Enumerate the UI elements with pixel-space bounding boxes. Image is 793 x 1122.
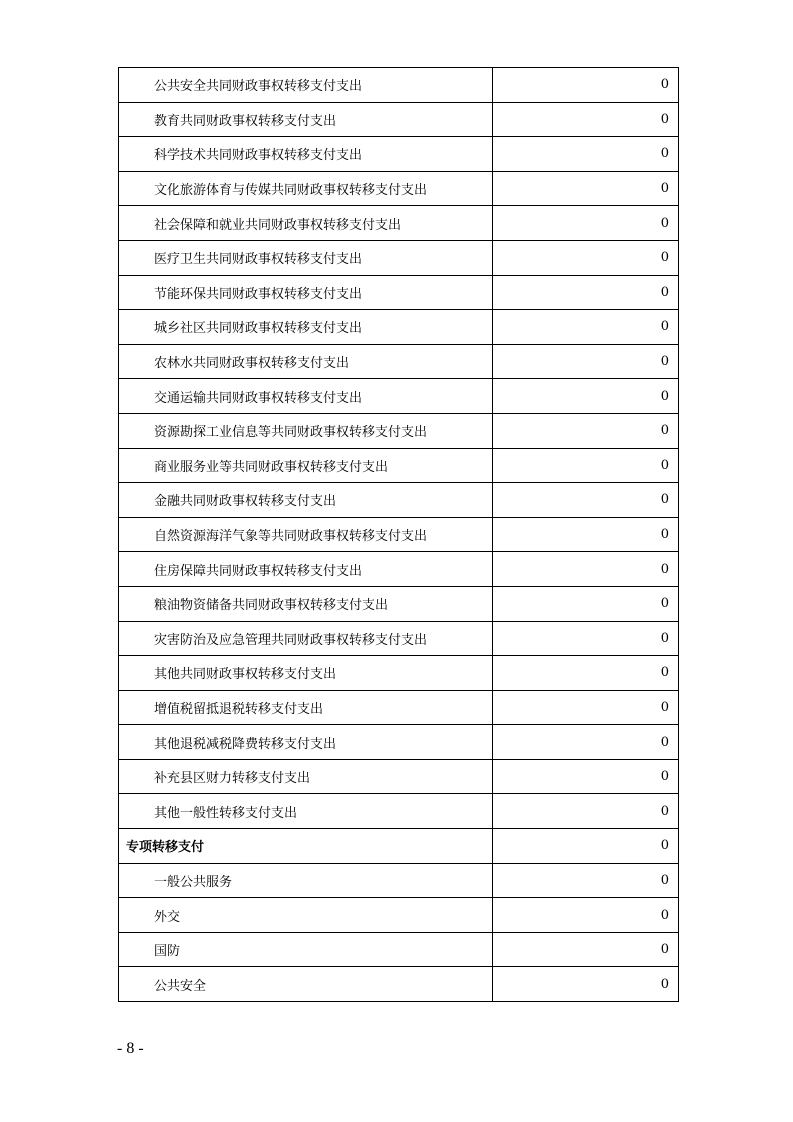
row-value: 0 (492, 898, 678, 933)
row-name: 教育共同财政事权转移支付支出 (119, 102, 493, 137)
table-row (119, 759, 679, 794)
row-value: 0 (492, 206, 678, 241)
row-value: 0 (492, 759, 678, 794)
row-value: 0 (492, 102, 678, 137)
row-value: 0 (492, 137, 678, 172)
row-name: 文化旅游体育与传媒共同财政事权转移支付支出 (119, 171, 493, 206)
row-value: 0 (492, 863, 678, 898)
row-value: 0 (492, 656, 678, 691)
table-row (119, 275, 679, 310)
row-value: 0 (492, 68, 678, 103)
row-name: 补充县区财力转移支付支出 (119, 759, 493, 794)
row-name: 一般公共服务 (119, 863, 493, 898)
row-name: 自然资源海洋气象等共同财政事权转移支付支出 (119, 517, 493, 552)
row-value: 0 (492, 517, 678, 552)
table-row (119, 310, 679, 345)
row-name: 灾害防治及应急管理共同财政事权转移支付支出 (119, 621, 493, 656)
row-name: 农林水共同财政事权转移支付支出 (119, 344, 493, 379)
row-value: 0 (492, 171, 678, 206)
table-row (119, 413, 679, 448)
row-value: 0 (492, 275, 678, 310)
row-name: 粮油物资储备共同财政事权转移支付支出 (119, 586, 493, 621)
table-row (119, 206, 679, 241)
table-row (119, 621, 679, 656)
row-value: 0 (492, 967, 678, 1002)
row-value: 0 (492, 829, 678, 864)
table-row (119, 344, 679, 379)
row-name: 公共安全 (119, 967, 493, 1002)
row-value: 0 (492, 379, 678, 414)
table-row (119, 102, 679, 137)
row-name: 科学技术共同财政事权转移支付支出 (119, 137, 493, 172)
row-value: 0 (492, 483, 678, 518)
row-name: 节能环保共同财政事权转移支付支出 (119, 275, 493, 310)
table-row (119, 967, 679, 1002)
table-row (119, 171, 679, 206)
table-row (119, 240, 679, 275)
row-value: 0 (492, 310, 678, 345)
row-name: 住房保障共同财政事权转移支付支出 (119, 552, 493, 587)
table-body (119, 68, 679, 1002)
row-name: 其他退税减税降费转移支付支出 (119, 725, 493, 760)
table-row (119, 932, 679, 967)
row-name: 公共安全共同财政事权转移支付支出 (119, 68, 493, 103)
table-row (119, 379, 679, 414)
row-name: 商业服务业等共同财政事权转移支付支出 (119, 448, 493, 483)
section-heading: 专项转移支付 (119, 829, 493, 864)
row-name: 资源勘探工业信息等共同财政事权转移支付支出 (119, 413, 493, 448)
table-row (119, 483, 679, 518)
section-heading-row (119, 829, 679, 864)
row-value: 0 (492, 448, 678, 483)
table-row (119, 552, 679, 587)
row-value: 0 (492, 240, 678, 275)
row-name: 外交 (119, 898, 493, 933)
row-name: 社会保障和就业共同财政事权转移支付支出 (119, 206, 493, 241)
row-value: 0 (492, 690, 678, 725)
table-row (119, 586, 679, 621)
row-value: 0 (492, 794, 678, 829)
row-value: 0 (492, 586, 678, 621)
row-value: 0 (492, 344, 678, 379)
table-row (119, 794, 679, 829)
row-name: 医疗卫生共同财政事权转移支付支出 (119, 240, 493, 275)
table-row (119, 68, 679, 103)
table-row (119, 725, 679, 760)
budget-table (118, 67, 679, 1002)
row-name: 其他一般性转移支付支出 (119, 794, 493, 829)
table-row (119, 517, 679, 552)
row-name: 国防 (119, 932, 493, 967)
row-name: 其他共同财政事权转移支付支出 (119, 656, 493, 691)
row-name: 交通运输共同财政事权转移支付支出 (119, 379, 493, 414)
table-row (119, 448, 679, 483)
page-number: - 8 - (117, 1040, 144, 1057)
row-value: 0 (492, 413, 678, 448)
row-value: 0 (492, 725, 678, 760)
row-value: 0 (492, 552, 678, 587)
row-value: 0 (492, 932, 678, 967)
table-row (119, 898, 679, 933)
table-row (119, 690, 679, 725)
table-row (119, 863, 679, 898)
row-name: 金融共同财政事权转移支付支出 (119, 483, 493, 518)
row-name: 城乡社区共同财政事权转移支付支出 (119, 310, 493, 345)
row-name: 增值税留抵退税转移支付支出 (119, 690, 493, 725)
table-row (119, 656, 679, 691)
row-value: 0 (492, 621, 678, 656)
table-row (119, 137, 679, 172)
